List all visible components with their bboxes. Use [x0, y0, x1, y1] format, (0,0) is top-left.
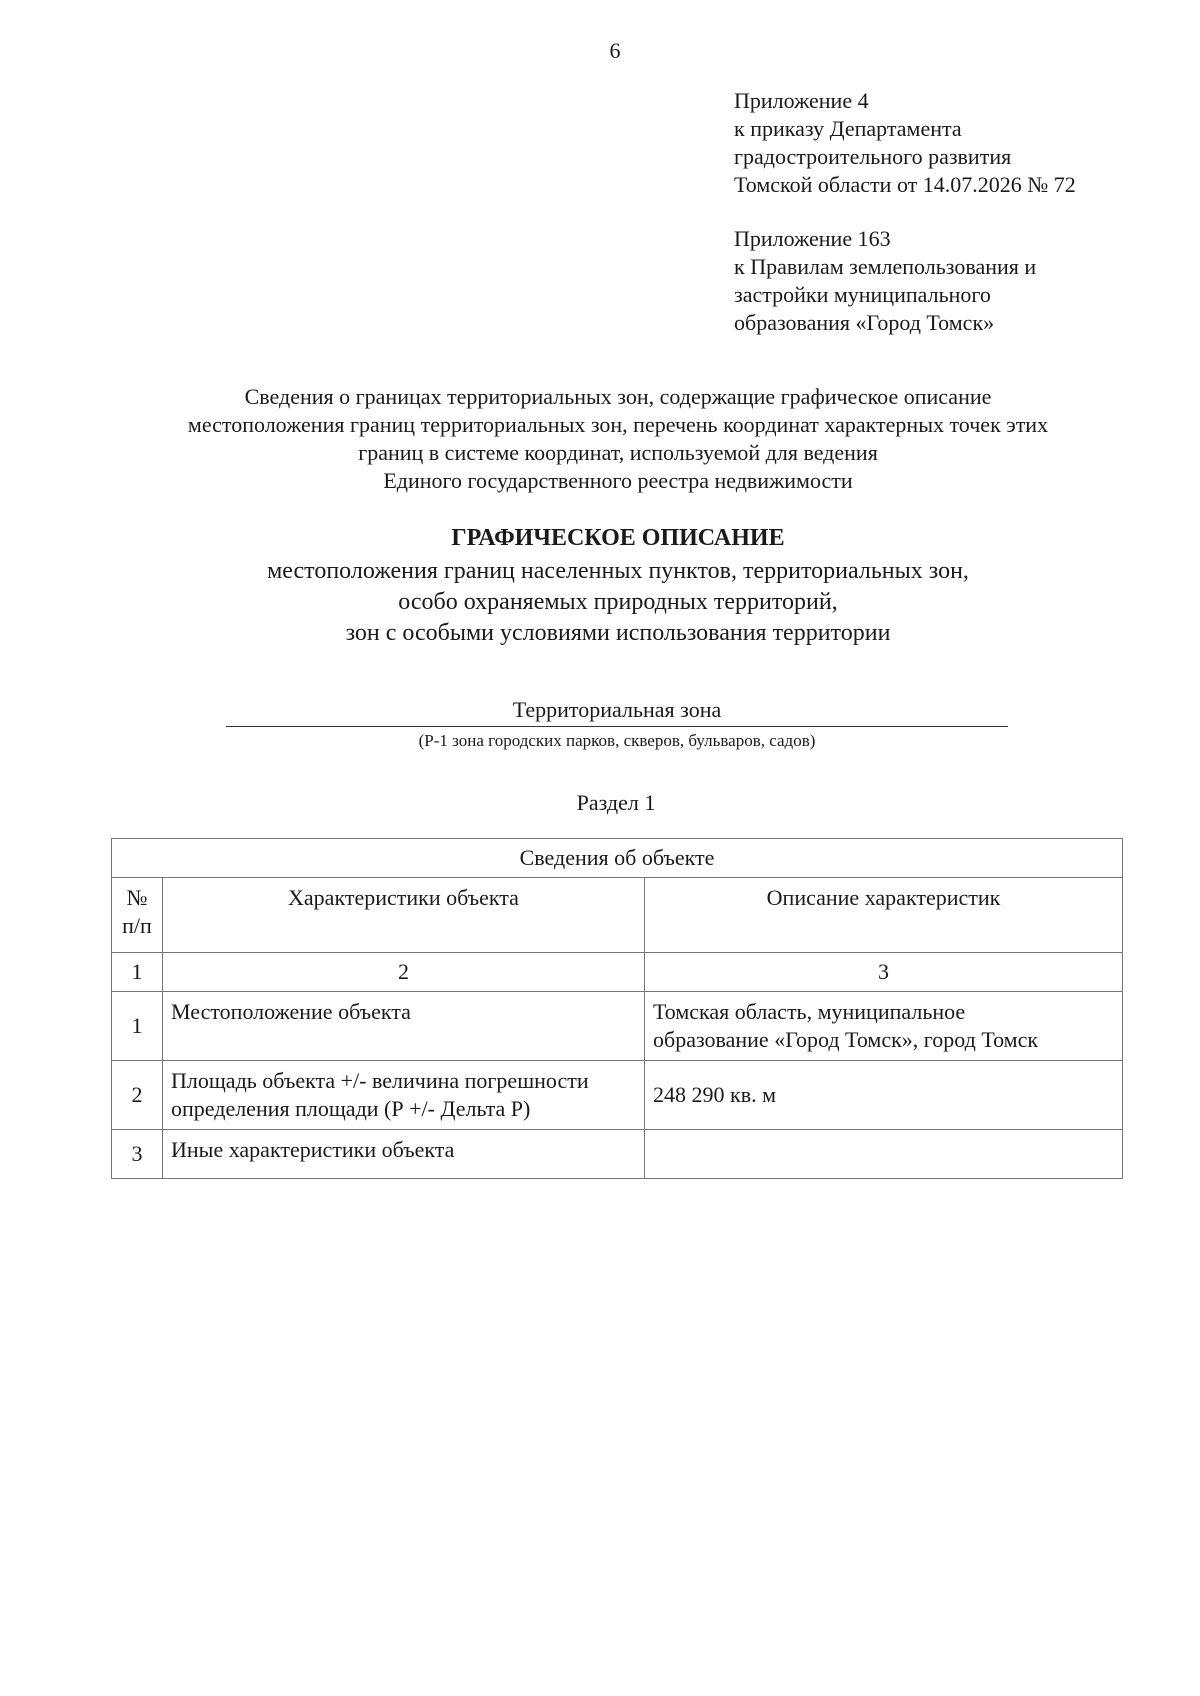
header-num-line: №: [126, 885, 148, 910]
characteristic-line: определения площади (Р +/- Дельта Р): [171, 1096, 531, 1121]
header-num-line: п/п: [122, 913, 152, 938]
header-num: [112, 878, 163, 953]
table-header-row: [112, 878, 1123, 953]
intro-line: местоположения границ территориальных зон, перечень координат характерных точек этих: [187, 412, 1049, 437]
appendix-rules-line: Приложение 163: [734, 226, 891, 251]
table-row: [112, 992, 1123, 1061]
appendix-order-line: градостроительного развития: [734, 144, 1012, 169]
row-description-empty: [645, 1130, 1123, 1179]
characteristic-line: Местоположение объекта: [171, 999, 411, 1024]
row-description: [645, 1061, 1123, 1130]
zone-name: (Р-1 зона городских парков, скверов, бульваров, садов): [418, 731, 816, 750]
intro-line: Единого государственного реестра недвижимости: [383, 468, 853, 493]
header-characteristics: Характеристики объекта: [163, 878, 645, 953]
row-characteristic: [163, 1061, 645, 1130]
column-index: 3: [645, 953, 1123, 992]
column-index: 1: [112, 953, 163, 992]
zone-label: Территориальная зона: [226, 696, 1008, 727]
row-number: 1: [112, 992, 163, 1061]
appendix-order-block: [734, 87, 1076, 199]
appendix-rules-line: к Правилам землепользования и: [734, 254, 1037, 279]
table-row: [112, 1061, 1123, 1130]
table-caption: Сведения об объекте: [112, 839, 1123, 878]
appendix-rules-line: образования «Город Томск»: [734, 310, 995, 335]
description-line: образование «Город Томск», город Томск: [653, 1027, 1039, 1052]
column-index: 2: [163, 953, 645, 992]
table-row: [112, 1130, 1123, 1179]
description-line: Томская область, муниципальное: [653, 999, 966, 1024]
document-title: ГРАФИЧЕСКОЕ ОПИСАНИЕ: [451, 525, 785, 551]
section-title: Раздел 1: [576, 790, 656, 815]
subtitle-line: зон с особыми условиями использования территории: [345, 620, 891, 646]
row-description: [645, 992, 1123, 1061]
row-characteristic: [163, 1130, 645, 1179]
appendix-order-line: Приложение 4: [734, 88, 869, 113]
characteristic-line: Площадь объекта +/- величина погрешности: [171, 1068, 589, 1093]
row-number: 3: [112, 1130, 163, 1179]
subtitle-line: особо охраняемых природных территорий,: [398, 589, 838, 615]
intro-paragraph: [100, 383, 1136, 495]
document-subtitle: [100, 556, 1136, 649]
row-number: 2: [112, 1061, 163, 1130]
object-info-table: [111, 838, 1123, 1179]
table-index-row: [112, 953, 1123, 992]
intro-line: Сведения о границах территориальных зон, содержащие графическое описание: [244, 384, 992, 409]
appendix-rules-block: [734, 225, 1036, 337]
page-number: 6: [609, 38, 621, 63]
appendix-order-line: к приказу Департамента: [734, 116, 962, 141]
description-line: 248 290 кв. м: [653, 1082, 776, 1107]
header-description: Описание характеристик: [645, 878, 1123, 953]
table-caption-row: [112, 839, 1123, 878]
appendix-order-line: Томской области от 14.07.2026 № 72: [734, 172, 1076, 197]
characteristic-line: Иные характеристики объекта: [171, 1137, 455, 1162]
appendix-rules-line: застройки муниципального: [734, 282, 991, 307]
subtitle-line: местоположения границ населенных пунктов, территориальных зон,: [267, 558, 969, 584]
intro-line: границ в системе координат, используемой для ведения: [358, 440, 878, 465]
row-characteristic: [163, 992, 645, 1061]
